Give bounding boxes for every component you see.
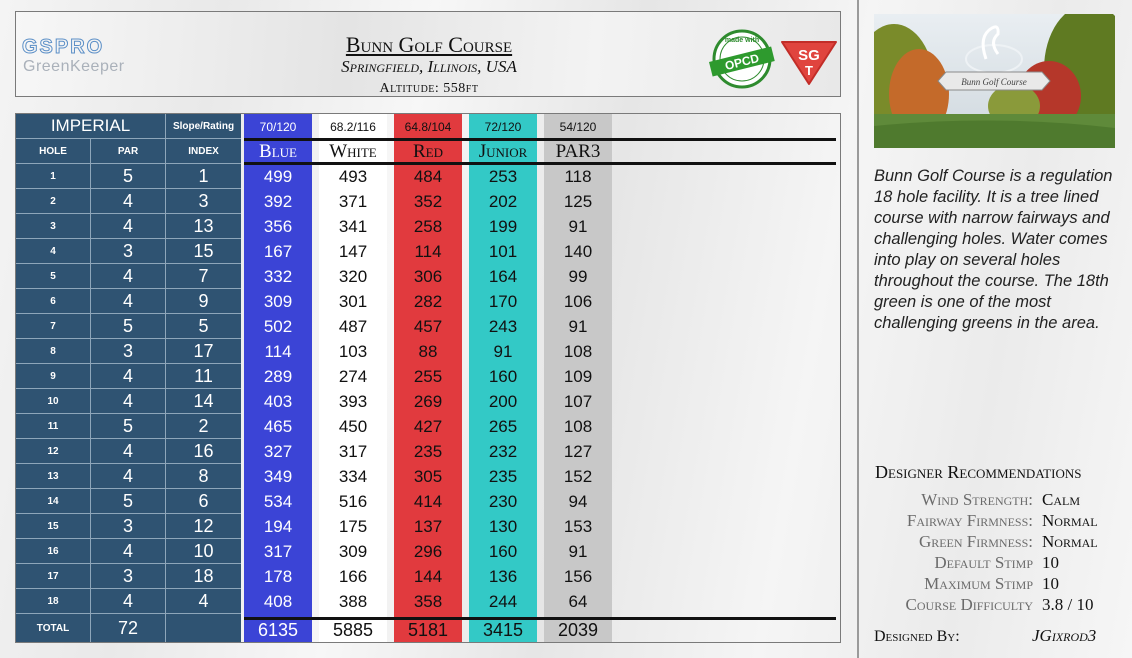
hole-yardage: 332 [263, 266, 293, 286]
hole-yardage: 388 [338, 591, 368, 611]
hole-yardage: 450 [338, 416, 368, 436]
sgt-text: SG [798, 47, 820, 64]
hole-yardage: 235 [413, 441, 443, 461]
sgt-badge-icon [778, 36, 840, 86]
hole-yardage: 130 [488, 516, 518, 536]
scorecard [15, 113, 841, 643]
hole-yardage: 371 [338, 191, 368, 211]
hole-yardage: 152 [563, 466, 593, 486]
hole-number: 10 [16, 389, 91, 414]
hole-yardage: 317 [338, 441, 368, 461]
hole-yardage: 403 [263, 391, 293, 411]
hole-number: 13 [16, 464, 91, 489]
hole-yardage: 202 [488, 191, 518, 211]
total-par: 72 [91, 614, 166, 642]
hole-par: 4 [91, 589, 166, 614]
hole-yardage: 136 [488, 566, 518, 586]
hole-header: HOLE [16, 139, 91, 164]
hole-yardage: 144 [413, 566, 443, 586]
hole-yardage: 160 [488, 541, 518, 561]
hole-par: 4 [91, 264, 166, 289]
hole-yardage: 309 [338, 541, 368, 561]
hole-number: 3 [16, 214, 91, 239]
tee-total: 5181 [407, 619, 449, 640]
course-altitude: Altitude: 558ft [379, 81, 479, 96]
hole-par: 3 [91, 564, 166, 589]
hole-yardage: 269 [413, 391, 443, 411]
opcd-text: OPCD [723, 51, 761, 73]
hole-number: 9 [16, 364, 91, 389]
hole-yardage: 502 [263, 316, 293, 336]
hole-yardage: 106 [563, 291, 593, 311]
hole-yardage: 194 [263, 516, 293, 536]
hole-number: 15 [16, 514, 91, 539]
hole-yardage: 341 [338, 216, 368, 236]
hole-yardage: 516 [338, 491, 368, 511]
designer-name: JGixrod3 [1032, 626, 1097, 645]
hole-yardage: 175 [338, 516, 368, 536]
hole-yardage: 408 [263, 591, 293, 611]
hole-number: 1 [16, 164, 91, 189]
hole-yardage: 393 [338, 391, 368, 411]
hole-index: 18 [166, 564, 241, 589]
hole-yardage: 109 [563, 366, 593, 386]
photo-sign-text: Bunn Golf Course [961, 77, 1027, 87]
hole-yardage: 305 [413, 466, 443, 486]
units-label: IMPERIAL [16, 114, 166, 139]
hole-yardage: 274 [338, 366, 368, 386]
hole-yardage: 91 [568, 216, 588, 236]
hole-par: 4 [91, 289, 166, 314]
course-location: Springfield, Illinois, USA [341, 57, 517, 76]
hole-yardage: 64 [568, 591, 588, 611]
hole-yardage: 309 [263, 291, 293, 311]
hole-yardage: 118 [564, 166, 592, 186]
hole-yardage: 166 [338, 566, 368, 586]
hole-yardage: 103 [338, 341, 368, 361]
hole-yardage: 427 [413, 416, 443, 436]
hole-par: 4 [91, 439, 166, 464]
course-photo [874, 14, 1115, 148]
hole-yardage: 178 [263, 566, 293, 586]
hole-yardage: 91 [568, 541, 588, 561]
total-rule [244, 617, 836, 620]
hole-number: 17 [16, 564, 91, 589]
hole-yardage: 296 [413, 541, 443, 561]
recommendation-label: Course Difficulty [905, 595, 1033, 614]
hole-yardage: 114 [414, 241, 442, 261]
header-rule-bottom [244, 162, 836, 165]
hole-yardage: 465 [263, 416, 293, 436]
hole-index: 13 [166, 214, 241, 239]
hole-yardage: 253 [488, 166, 518, 186]
hole-index: 8 [166, 464, 241, 489]
hole-yardage: 282 [413, 291, 443, 311]
hole-number: 18 [16, 589, 91, 614]
opcd-ring-text: made with [724, 37, 760, 44]
hole-par: 4 [91, 214, 166, 239]
tee-name: Junior [478, 140, 528, 162]
hole-yardage: 244 [488, 591, 518, 611]
hole-yardage: 356 [263, 216, 293, 236]
hole-yardage: 167 [263, 241, 293, 261]
hole-number: 14 [16, 489, 91, 514]
recommendation-value: Normal [1042, 511, 1098, 530]
hole-yardage: 200 [488, 391, 518, 411]
hole-yardage: 156 [563, 566, 593, 586]
hole-yardage: 534 [263, 491, 293, 511]
designer-recommendations-title: Designer Recommendations [875, 462, 1082, 482]
hole-index: 3 [166, 189, 241, 214]
tee-total: 3415 [482, 619, 524, 640]
hole-yardage: 243 [488, 316, 518, 336]
tee-total: 5885 [332, 619, 374, 640]
hole-par: 4 [91, 539, 166, 564]
hole-yardage: 499 [263, 166, 293, 186]
hole-index: 10 [166, 539, 241, 564]
hole-yardage: 99 [568, 266, 588, 286]
hole-yardage: 108 [563, 341, 593, 361]
hole-yardage: 306 [413, 266, 443, 286]
hole-yardage: 107 [563, 391, 593, 411]
hole-yardage: 414 [413, 491, 443, 511]
hole-index: 12 [166, 514, 241, 539]
hole-index: 16 [166, 439, 241, 464]
hole-yardage: 127 [563, 441, 593, 461]
hole-index: 17 [166, 339, 241, 364]
tee-rating: 72/120 [484, 119, 522, 134]
hole-yardage: 327 [263, 441, 293, 461]
hole-index: 1 [166, 164, 241, 189]
slope-rating-label: Slope/Rating [166, 114, 241, 139]
total-label: TOTAL [16, 614, 91, 642]
hole-yardage: 487 [338, 316, 368, 336]
hole-number: 8 [16, 339, 91, 364]
hole-index: 5 [166, 314, 241, 339]
recommendation-value: 10 [1042, 574, 1059, 593]
gspro-logo: GSPRO [22, 36, 105, 58]
recommendation-label: Wind Strength: [921, 490, 1033, 509]
hole-yardage: 125 [563, 191, 593, 211]
header-rule-top [244, 138, 836, 141]
hole-yardage: 140 [563, 241, 593, 261]
hole-yardage: 352 [413, 191, 443, 211]
hole-par: 4 [91, 464, 166, 489]
designed-by-label: Designed By: [874, 628, 960, 645]
hole-yardage: 289 [263, 366, 293, 386]
tee-name: Blue [259, 140, 297, 162]
course-description: Bunn Golf Course is a regulation 18 hole facility. It is a tree lined course with narrow fairways and challenging holes. Water comes into play on several holes throughout the course. The 18th green is one of the most challenging greens in the area. [874, 167, 1113, 332]
hole-yardage: 153 [563, 516, 593, 536]
hole-yardage: 232 [488, 441, 518, 461]
hole-par: 5 [91, 489, 166, 514]
hole-yardage: 457 [413, 316, 443, 336]
hole-yardage: 255 [413, 366, 443, 386]
tee-rating: 54/120 [559, 119, 597, 134]
par-header: PAR [91, 139, 166, 164]
hole-yardage: 94 [568, 491, 588, 511]
hole-yardage: 91 [493, 341, 513, 361]
tee-total: 2039 [557, 619, 599, 640]
recommendation-value: Calm [1042, 490, 1081, 509]
recommendation-value: Normal [1042, 532, 1098, 551]
hole-par: 5 [91, 414, 166, 439]
recommendation-value: 3.8 / 10 [1042, 595, 1094, 614]
hole-index: 2 [166, 414, 241, 439]
hole-yardage: 265 [488, 416, 518, 436]
tee-rating: 70/120 [259, 119, 297, 134]
recommendation-value: 10 [1042, 553, 1059, 572]
hole-yardage: 160 [488, 366, 518, 386]
opcd-badge-icon [704, 29, 780, 89]
hole-yardage: 108 [563, 416, 593, 436]
hole-yardage: 392 [263, 191, 293, 211]
tee-rating: 68.2/116 [330, 119, 376, 134]
hole-yardage: 358 [413, 591, 443, 611]
hole-yardage: 493 [338, 166, 368, 186]
recommendation-label: Maximum Stimp [924, 574, 1033, 593]
hole-index: 15 [166, 239, 241, 264]
hole-yardage: 101 [488, 241, 518, 261]
hole-yardage: 88 [418, 341, 438, 361]
recommendation-label: Default Stimp [934, 553, 1033, 572]
hole-yardage: 317 [263, 541, 293, 561]
greenkeeper-logo: GreenKeeper [23, 58, 125, 75]
course-title: Bunn Golf Course [345, 32, 513, 57]
hole-index: 4 [166, 589, 241, 614]
index-header: INDEX [166, 139, 241, 164]
hole-par: 4 [91, 189, 166, 214]
hole-number: 4 [16, 239, 91, 264]
hole-par: 3 [91, 514, 166, 539]
hole-yardage: 258 [413, 216, 443, 236]
hole-par: 4 [91, 389, 166, 414]
course-header [15, 11, 841, 97]
hole-number: 16 [16, 539, 91, 564]
hole-number: 11 [16, 414, 91, 439]
hole-yardage: 137 [413, 516, 443, 536]
hole-number: 5 [16, 264, 91, 289]
hole-yardage: 484 [413, 166, 443, 186]
sgt-sub-text: T [805, 63, 813, 78]
recommendations-list [875, 490, 1125, 620]
hole-index: 11 [166, 364, 241, 389]
hole-yardage: 170 [488, 291, 518, 311]
hole-yardage: 334 [338, 466, 368, 486]
tee-name: PAR3 [555, 140, 601, 162]
tee-name: Red [412, 140, 443, 162]
hole-yardage: 147 [338, 241, 368, 261]
hole-number: 12 [16, 439, 91, 464]
hole-par: 5 [91, 164, 166, 189]
hole-yardage: 91 [568, 316, 588, 336]
tee-total: 6135 [257, 619, 299, 640]
hole-yardage: 199 [488, 216, 518, 236]
recommendation-label: Fairway Firmness: [906, 511, 1033, 530]
hole-yardage: 235 [488, 466, 518, 486]
hole-yardage: 301 [338, 291, 368, 311]
recommendation-label: Green Firmness: [918, 532, 1033, 551]
hole-yardage: 230 [488, 491, 518, 511]
tee-name: White [329, 140, 377, 162]
hole-yardage: 349 [263, 466, 293, 486]
hole-number: 2 [16, 189, 91, 214]
hole-index: 14 [166, 389, 241, 414]
hole-yardage: 320 [338, 266, 368, 286]
hole-yardage: 114 [264, 341, 292, 361]
hole-number: 7 [16, 314, 91, 339]
hole-index: 6 [166, 489, 241, 514]
total-index-empty [166, 614, 241, 642]
hole-number: 6 [16, 289, 91, 314]
hole-index: 9 [166, 289, 241, 314]
hole-par: 3 [91, 339, 166, 364]
hole-yardage: 164 [488, 266, 518, 286]
panel-divider [857, 0, 859, 658]
hole-par: 4 [91, 364, 166, 389]
tee-rating: 64.8/104 [404, 119, 452, 134]
hole-par: 3 [91, 239, 166, 264]
hole-par: 5 [91, 314, 166, 339]
hole-index: 7 [166, 264, 241, 289]
